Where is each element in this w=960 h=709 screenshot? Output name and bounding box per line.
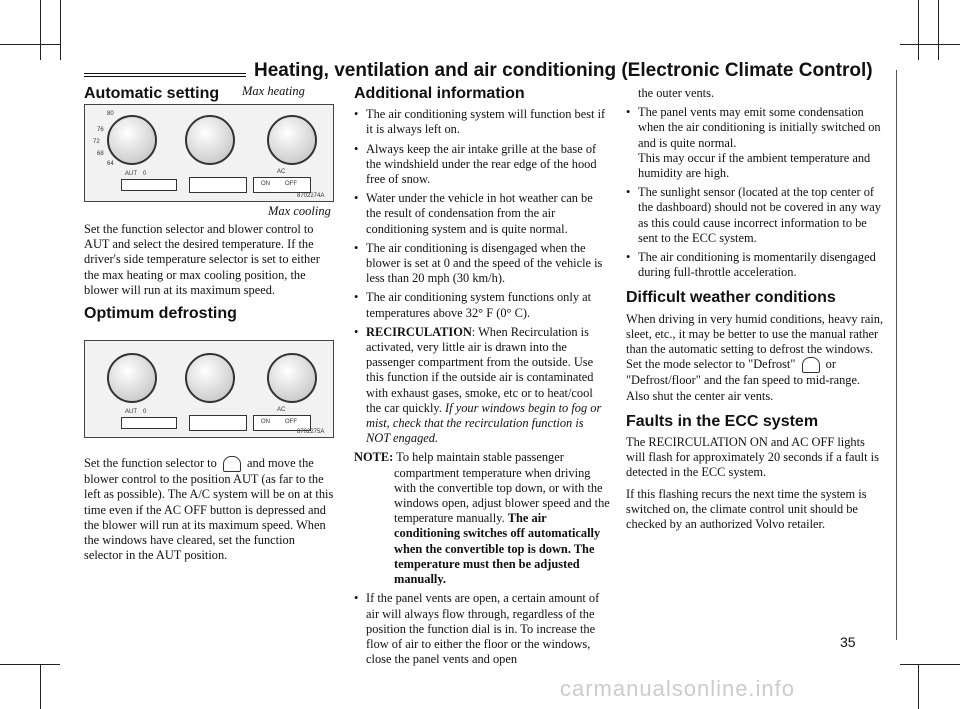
panel-vents-list (354, 591, 610, 667)
defrost-icon (802, 357, 820, 373)
right-temp-dial (267, 115, 317, 165)
on-label: ON (261, 181, 270, 187)
faults-heading: Faults in the ECC system (626, 412, 819, 430)
additional-info-heading: Additional information (354, 85, 525, 102)
temp-64: 64 (107, 161, 114, 167)
middle-column (354, 86, 610, 671)
right-temp-dial (267, 353, 317, 403)
crop-mark (40, 664, 41, 709)
crop-mark (900, 44, 960, 45)
list-item: • The air conditioning is disengaged when the blower is set at 0 and the speed of the vehicle is less than 20 mph (30 km/h). (354, 241, 610, 287)
list-item-recirculation (354, 325, 610, 447)
defrost-heading: Optimum defrosting (84, 305, 237, 323)
on-label: ON (261, 419, 270, 425)
blower-slider (121, 417, 177, 429)
additional-info-list (354, 107, 610, 446)
defrost-icon (223, 456, 241, 472)
difficult-b: or "Defrost/floor" and the fan speed to mid-range. Also shut the center air vents. (626, 357, 861, 403)
list-item: • Water under the vehicle in hot weather can be the result of condensation from the air conditioning system and is quite normal. (354, 191, 610, 237)
auto-heading: Automatic setting (84, 85, 220, 102)
header-rule (84, 73, 246, 77)
note-block (354, 450, 610, 587)
bullet-extra: This may occur if the ambient temperature and humidity are high. (638, 150, 871, 181)
note-bold: The air conditioning switches off automatically when the convertible top is down. The temperature must then be adjusted manually. (394, 511, 601, 587)
off-label: OFF (285, 419, 297, 425)
right-list (626, 105, 884, 280)
function-dial (185, 353, 235, 403)
temp-68: 68 (97, 151, 104, 157)
zero-label: 0 (143, 171, 147, 177)
recirc-italic: If your windows begin to fog or mist, check that the recirculation function is NOT engaged. (366, 400, 602, 446)
function-dial (185, 115, 235, 165)
crop-mark (938, 0, 939, 60)
blower-slider (121, 179, 177, 191)
left-temp-dial (107, 115, 157, 165)
right-column (626, 86, 884, 538)
crop-mark (918, 0, 919, 60)
crop-mark (918, 664, 919, 709)
watermark-text: carmanualsonline.info (560, 676, 796, 701)
figure-code: 8702275A (297, 429, 325, 435)
left-temp-dial (107, 353, 157, 403)
crop-mark (40, 0, 41, 60)
crop-mark (0, 664, 60, 665)
faults-p2: If this flashing recurs the next time the system is switched on, the climate control unit should be checked by an authorized Volvo retailer. (626, 486, 867, 532)
crop-mark (896, 70, 897, 640)
difficult-a: When driving in very humid conditions, heavy rain, sleet, etc., it may be better to use the manual rather than the automatic setting to defrost the windows. Set the mode selector to "Defrost" (626, 311, 884, 372)
crop-mark (60, 0, 61, 60)
continued-text: the outer vents. (638, 86, 715, 100)
faults-p1: The RECIRCULATION ON and AC OFF lights will flash for approximately 20 seconds if a fault is detected in the ECC system. (626, 435, 879, 480)
zero-label: 0 (143, 409, 147, 415)
auto-text-block (84, 222, 336, 327)
mode-buttons (189, 415, 247, 431)
aut-label: AUT (125, 171, 137, 177)
temp-80: 80 (107, 111, 114, 117)
difficult-text (626, 312, 884, 404)
ac-label: AC (277, 407, 286, 413)
list-item: • The air conditioning is momentarily disengaged during full-throttle acceleration. (626, 250, 884, 280)
defrost-text-b: and move the blower control to the position AUT (as far to the left as possible). The A/C system will be on at this time even if the AC OFF button is depressed and the blower will run at its maximum speed. When the windows have cleared, set the function selector in the AUT position. (84, 456, 334, 563)
ac-label: AC (277, 169, 286, 175)
list-item: • The air conditioning system functions only at temperatures above 32° F (0° C). (354, 290, 610, 320)
temp-76: 76 (97, 127, 104, 133)
recirc-text: : When Recirculation is activated, very little air is drawn into the passenger compartment from the outside. Use this function if the outside air is contaminated with exhaust gases, smoke, etc or to heat/cool the car quickly. (366, 324, 594, 415)
aut-label: AUT (125, 409, 137, 415)
defrost-text-block (84, 456, 336, 569)
list-item: • The sunlight sensor (located at the top center of the dashboard) should not be covered in any way as this could cause incorrect information to be sent to the ECC system. (626, 185, 884, 246)
page-number: 35 (840, 634, 856, 650)
defrost-text (84, 456, 336, 563)
defrost-text-a: Set the function selector to (84, 456, 217, 470)
difficult-heading: Difficult weather conditions (626, 289, 836, 307)
page-title: Heating, ventilation and air conditioning (Electronic Climate Control) (254, 60, 873, 81)
climate-panel-figure-1 (84, 104, 334, 202)
max-cooling-label: Max cooling (268, 204, 331, 218)
note-text: To help maintain stable passenger compartment temperature when driving with the convertible top down, or with the windows open, adjust blower speed and the temperature manually. (394, 450, 610, 526)
crop-mark (900, 664, 960, 665)
recirc-label: RECIRCULATION (366, 324, 472, 339)
list-item: • The air conditioning system will function best if it is always left on. (354, 107, 610, 137)
crop-mark (0, 44, 60, 45)
auto-text: Set the function selector and blower control to AUT and select the desired temperature. If the driver's side temperature selector is set to either the max heating or max cooling position, the blower will run at its maximum speed. (84, 222, 320, 297)
climate-panel-figure-2 (84, 340, 334, 438)
list-item (626, 105, 884, 181)
max-heating-label: Max heating (242, 84, 305, 98)
bullet-text: The panel vents may emit some condensation when the air conditioning is initially switched on and is quite normal. (638, 105, 881, 150)
figure-code: 8702274A (297, 193, 325, 199)
mode-buttons (189, 177, 247, 193)
note-label: NOTE: (354, 450, 394, 465)
list-item: • If the panel vents are open, a certain amount of air will always flow through, regardless of the position the function dial is in. To increase the flow of air to either the floor or the windows, close the panel vents and open (354, 591, 610, 667)
list-item: • Always keep the air intake grille at the base of the windshield under the rear edge of the hood free of snow. (354, 142, 610, 188)
off-label: OFF (285, 181, 297, 187)
temp-72: 72 (93, 139, 100, 145)
